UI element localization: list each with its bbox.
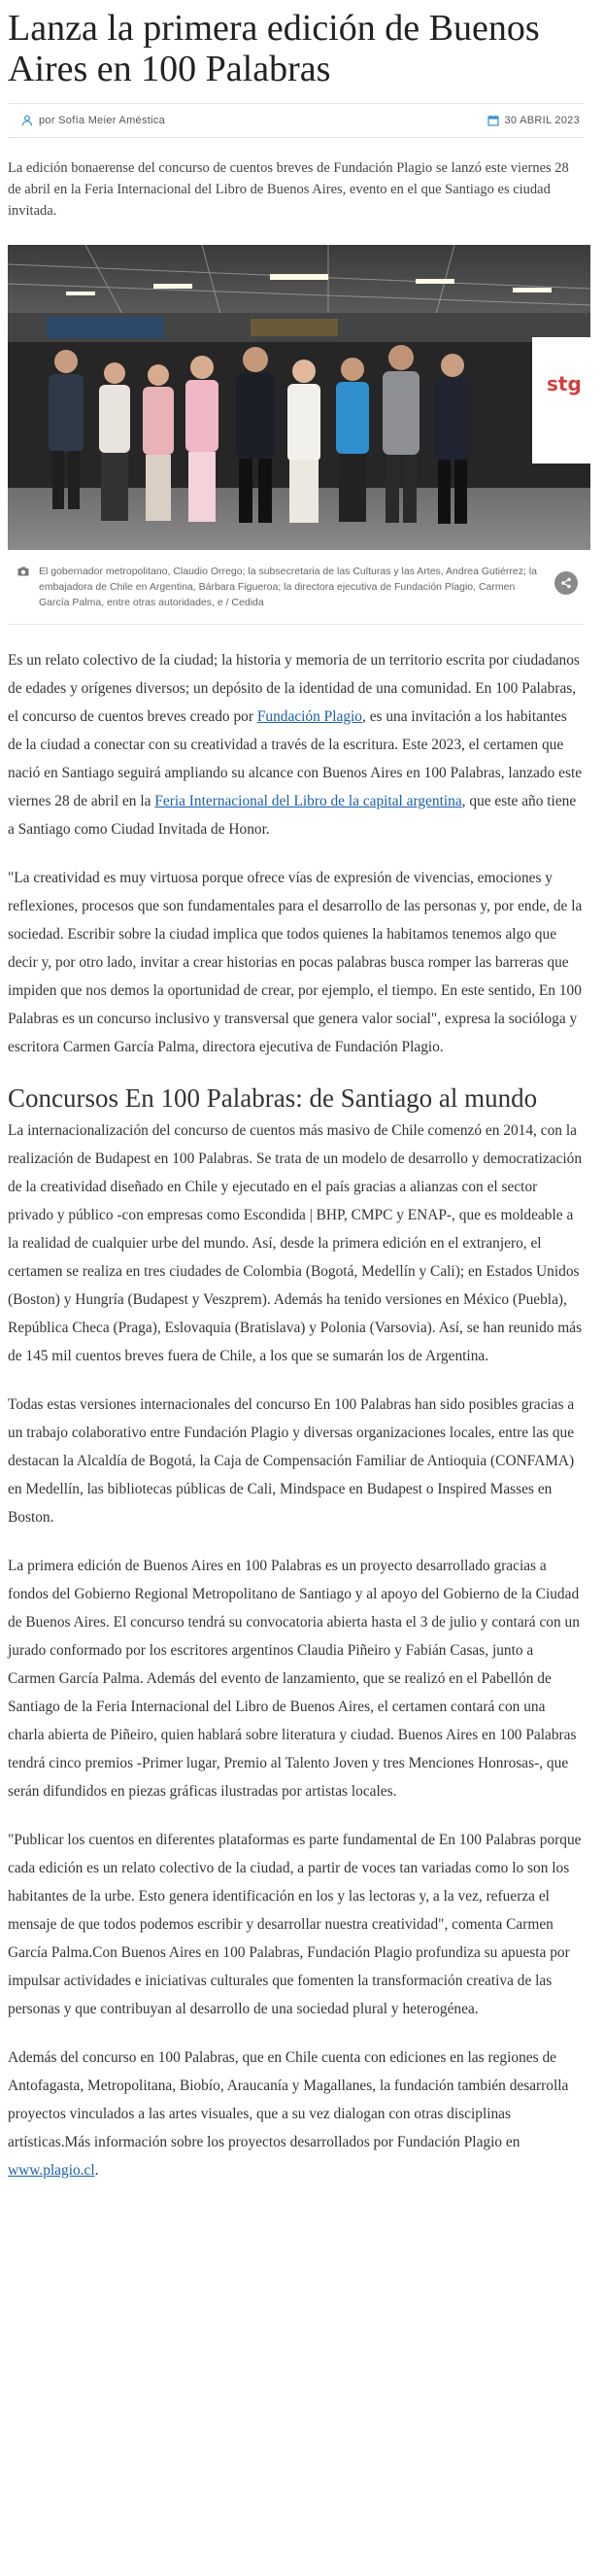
author-name[interactable]: por Sofía Meier Améstica (39, 115, 166, 126)
paragraph-5: La primera edición de Buenos Aires en 100 Palabras es un proyecto desarrollado gracias a fondos del Gobierno Regional Metropolitano de Santiago y al apoyo del Gobierno de la Ciudad de Buenos Aires. El concurso tendrá su convocatoria abierta hasta el 3 de julio y contará con un jurado conformado por los escritores argentinos Claudia Piñeiro y Fabián Casas, junto a Carmen García Palma. Además del evento de lanzamiento, que se realizó en el Pabellón de Santiago de la Feria Internacional del Libro de Buenos Aires, el certamen contará con una charla abierta de Piñeiro, quien hablará sobre literatura y ciudad. Buenos Aires en 100 Palabras tendrá cinco premios -Primer lugar, Premio al Talento Joven y tres Menciones Honrosas-, que serán difundidos en piezas gráficas ilustradas por artistas locales. (8, 1558, 580, 1800)
paragraph-3: La internacionalización del concurso de cuentos más masivo de Chile comenzó en 2014, con la realización de Budapest en 100 Palabras. Se trata de un modelo de desarrollo y democratización de la creatividad diseñado en Chile y ejecutado en el país gracias a alianzas con el sector privado y público -con empresas como Escondida | BHP, CMPC y ENAP-, que es moldeable a la realidad de cualquier urbe del mundo. Así, desde la primera edición en el extranjero, el certamen se realiza en tres ciudades de Colombia (Bogotá, Medellín y Cali); en Estados Unidos (Boston) y Hungría (Budapest y Veszprem). Además ha tenido versiones en México (Puebla), República Checa (Praga), Eslovaquia (Bratislava) y Polonia (Varsovia). Así, se han reunido más de 145 mil cuentos breves fuera de Chile, a los que se sumarán los de Argentina. (8, 1122, 583, 1364)
share-icon (560, 577, 572, 589)
paragraph-2: "La creatividad es muy virtuosa porque ofrece vías de expresión de vivencias, emociones y reflexiones, procesos que son fundamentales para el desarrollo de las personas y, por ende, de la sociedad. Escribir sobre la ciudad implica que todos quienes la habitamos tenemos algo que decir y, por otro lado, invitar a crear historias en pocas palabras busca romper las barreras que impiden que nos demos la oportunidad de crear, por ejemplo, el tiempo. En este sentido, En 100 Palabras es un concurso inclusivo y transversal que genera valor social", expresa la socióloga y escritora Carmen García Palma, directora ejecutiva de Fundación Plagio. (8, 870, 583, 1055)
plagio-website-link[interactable]: www.plagio.cl (8, 2162, 95, 2179)
fundacion-plagio-link[interactable]: Fundación Plagio (256, 708, 362, 725)
share-button[interactable] (554, 571, 578, 595)
paragraph-7-text-a: Además del concurso en 100 Palabras, que en Chile cuenta con ediciones en las regiones de Antofagasta, Metropolitana, Biobío, Araucanía y Magallanes, la fundación también desarrolla proyectos vinculados a las artes visuales, que a su vez dialogan con otras disciplinas artísticas.Más información sobre los proyectos desarrollados por Fundación Plagio en (8, 2049, 569, 2150)
paragraph-1-text-c: , que este año tiene a Santiago como Ciudad Invitada de Honor. (8, 793, 577, 838)
date-line (487, 115, 581, 126)
paragraph-6: "Publicar los cuentos en diferentes plataformas es parte fundamental de En 100 Palabras porque cada edición es un relato colectivo de la ciudad, a partir de voces tan variadas como lo son los habitantes de la urbe. Esto genera identificación en los y las lectoras y, a la vez, refuerza el mensaje de que todos podemos escribir y desarrollar nuestra creatividad", comenta Carmen García Palma.Con Buenos Aires en 100 Palabras, Fundación Plagio profundiza su apuesta por impulsar actividades e iniciativas culturales que fomenten la transformación creativa de las personas y que contribuyan al desarrollo de una sociedad plural y heterogénea. (8, 1832, 582, 2017)
photo-caption: El gobernador metropolitano, Claudio Orrego; la subsecretaria de las Culturas y las Artes, Andrea Gutiérrez; la embajadora de Chile en Argentina, Bárbara Figueroa; la directora ejecutiva de Fundación Plagio, Carmen García Palma, entre otras autoridades, e / Cedida (39, 566, 538, 608)
article-photo (8, 245, 590, 550)
paragraph-7-text-b: . (94, 2162, 99, 2179)
article (0, 8, 590, 2184)
paragraph-1 (8, 646, 584, 843)
paragraph-7 (8, 2044, 584, 2184)
article-meta (8, 103, 584, 138)
article-lead: La edición bonaerense del concurso de cuentos breves de Fundación Plagio se lanzó este viernes 28 de abril en la Feria Internacional del Libro de Buenos Aires, evento en el que Santiago es ciudad invitada. (8, 160, 569, 219)
paragraph-1-text-a: Es un relato colectivo de la ciudad; la historia y memoria de un territorio escrita por ciudadanos de edades y orígenes diversos; un depósito de la identidad de una comunidad. En 100 Palabras, el concurso de cuentos breves creado por (8, 652, 580, 725)
feria-libro-link[interactable]: Feria Internacional del Libro de la capital argentina (154, 793, 462, 809)
camera-icon (17, 566, 29, 581)
photo-caption-row (8, 550, 584, 625)
article-body (8, 646, 584, 2184)
author-line (21, 115, 165, 126)
publish-date: 30 ABRIL 2023 (504, 115, 580, 126)
paragraph-4: Todas estas versiones internacionales del concurso En 100 Palabras han sido posibles gracias a un trabajo colaborativo entre Fundación Plagio y diversas organizaciones locales, entre las que destacan la Alcaldía de Bogotá, la Caja de Compensación Familiar de Antioquia (CONFAMA) en Medellín, las bibliotecas públicas de Cali, Mindspace en Budapest o Inspired Masses en Boston. (8, 1396, 575, 1526)
svg-text:stg: stg (547, 372, 582, 395)
section-heading: Concursos En 100 Palabras: de Santiago al mundo (8, 1083, 538, 1113)
calendar-icon (487, 115, 499, 126)
user-icon (21, 115, 33, 126)
article-title: Lanza la primera edición de Buenos Aires en 100 Palabras (8, 8, 540, 89)
paragraph-1-text-b: , es una invitación a los habitantes de la ciudad a conectar con su creatividad a través de la escritura. Este 2023, el certamen que nació en Santiago seguirá ampliando su alcance con Buenos Aires en 100 Palabras, lanzado este viernes 28 de abril en la (8, 708, 583, 809)
